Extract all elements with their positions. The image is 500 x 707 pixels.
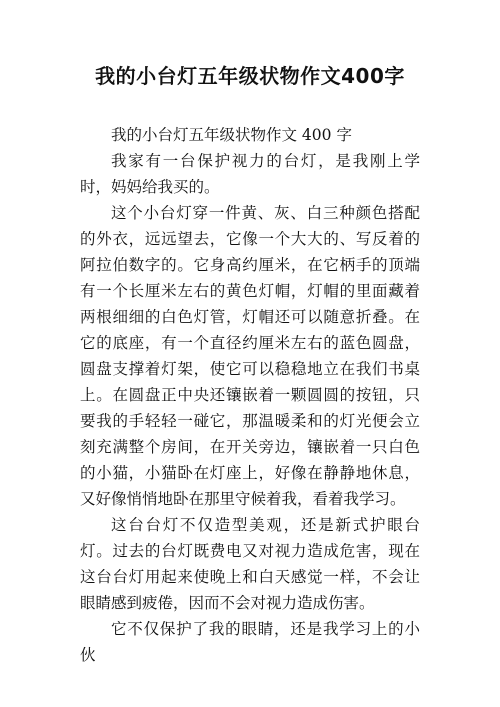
paragraph-4: 它不仅保护了我的眼睛，还是我学习上的小伙 xyxy=(80,620,420,664)
paragraph-1: 我家有一台保护视力的台灯，是我刚上学时，妈妈给我买的。 xyxy=(80,152,420,196)
paragraph-subtitle: 我的小台灯五年级状物作文 400 字 xyxy=(111,126,352,144)
paragraph-3: 这台台灯不仅造型美观，还是新式护眼台灯。过去的台灯既费电又对视力造成危害，现在这台台灯用起来使晚上和白天感觉一样，不会让眼睛感到疲倦，因而不会对视力造成伤害。 xyxy=(80,516,420,612)
document-body xyxy=(80,122,420,668)
document-title: 我的小台灯五年级状物作文400字 xyxy=(95,64,405,88)
paragraph-2: 这个小台灯穿一件黄、灰、白三种颜色搭配的外衣，远远望去，它像一个大大的、写反着的阿拉伯数字的。它身高约厘米，在它柄手的顶端有一个长厘米左右的黄色灯帽，灯帽的里面藏着两根细细的白色灯管，灯帽还可以随意折叠。在它的底座，有一个直径约厘米左右的蓝色圆盘，圆盘支撑着灯架，使它可以稳稳地立在我们书桌上。在圆盘正中央还镶嵌着一颗圆圆的按钮，只要我的手轻轻一碰它，那温暖柔和的灯光便会立刻充满整个房间，在开关旁边，镶嵌着一只白色的小猫，小猫卧在灯座上，好像在静静地休息，又好像悄悄地卧在那里守候着我，看着我学习。 xyxy=(80,204,420,508)
